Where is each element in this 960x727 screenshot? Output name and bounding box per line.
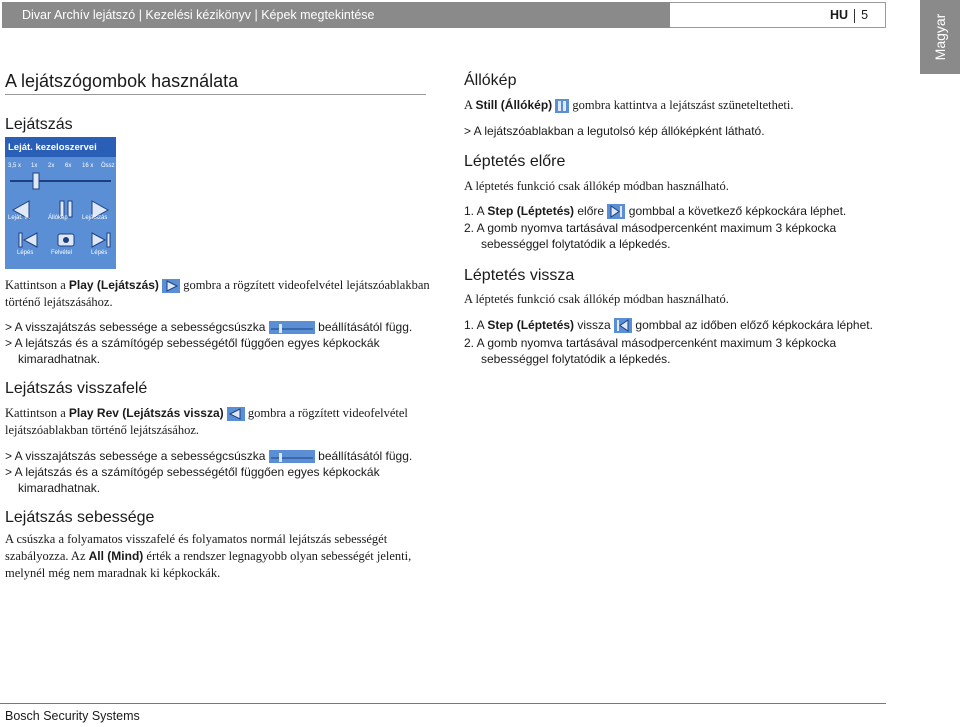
panel-button-label: Lépés (17, 250, 34, 256)
playback-controls-panel (5, 137, 116, 269)
panel-button-label: Állókép (48, 215, 68, 221)
step-back-icon (19, 233, 37, 247)
text: 1. A (464, 318, 488, 332)
header-title: Divar Archív lejátszó | Kezelési kézikönyv | Képek megtekintése (2, 2, 670, 28)
text: szabályozza. Az (5, 549, 89, 563)
main-heading: A lejátszógombok használata (5, 71, 239, 91)
header-page-info (830, 2, 868, 28)
paragraph-step-back: A léptetés funkció csak állókép módban használható. (464, 292, 729, 306)
button-name: Still (Állókép) (475, 98, 553, 112)
speed-tick-label: 2x (48, 163, 55, 169)
list-item (464, 203, 884, 219)
speed-slider-icon (269, 450, 315, 463)
section-heading-step-back: Léptetés vissza (464, 267, 575, 284)
language-tab-label: Magyar (932, 13, 948, 61)
section-heading-speed: Lejátszás sebessége (5, 509, 155, 526)
text: sebességgel folytatódik a lépkedés. (481, 352, 671, 366)
button-name: Play (Lejátszás) (68, 278, 159, 292)
page-number: 5 (861, 8, 869, 22)
text: gombra a rögzített videofelvétel (247, 406, 408, 420)
bullet-speed (5, 319, 430, 335)
panel-button-label: Lépés (91, 250, 108, 256)
text: > A visszajátszás sebessége a sebességcsúszka (5, 449, 266, 463)
divider (854, 9, 855, 23)
panel-button-label: Lejátszás (82, 215, 108, 221)
text: > A lejátszás és a számítógép sebességétől függően egyes képkockák (5, 465, 380, 479)
bullet-still: > A lejátszóablakban a legutolsó kép állóképként látható. (464, 124, 765, 138)
language-side-tab (920, 0, 960, 74)
footer-company: Bosch Security Systems (5, 709, 140, 723)
pause-icon (555, 99, 569, 113)
text: 2. A gomb nyomva tartásával másodpercenként maximum 3 képkocka (464, 221, 837, 235)
record-icon (58, 234, 74, 246)
text: gombra kattintva a lejátszást szüneteltetheti. (572, 98, 794, 112)
text: gombbal az időben előző képkockára léphet. (635, 318, 873, 332)
section-heading-playback: Lejátszás (5, 116, 73, 133)
button-name: Step (Léptetés) (487, 204, 575, 218)
button-name: Step (Léptetés) (487, 318, 575, 332)
text: kimaradhatnak. (18, 481, 101, 495)
speed-tick-label: 1x (31, 163, 38, 169)
list-item (464, 335, 884, 367)
play-reverse-icon (227, 407, 245, 421)
text: melynél még nem maradnak ki képkockák. (5, 566, 221, 580)
speed-tick-label: 16 x (82, 163, 94, 169)
text: érték a rendszer legnagyobb olyan sebességét jelenti, (143, 549, 412, 563)
panel-title: Leját. kezeloszervei (5, 137, 116, 157)
text: 2. A gomb nyomva tartásával másodpercenként maximum 3 képkocka (464, 336, 837, 350)
text: előre (574, 204, 605, 218)
speed-slider-icon (269, 321, 315, 334)
section-heading-still: Állókép (464, 72, 517, 89)
step-forward-icon (92, 233, 110, 247)
text: vissza (574, 318, 611, 332)
setting-name: All (Mind) (88, 549, 144, 563)
text: gombbal a következő képkockára léphet. (628, 204, 847, 218)
step-forward-icon (607, 204, 625, 219)
text: 1. A (464, 204, 488, 218)
step-back-icon (614, 318, 632, 333)
button-name: Play Rev (Lejátszás vissza) (68, 406, 224, 420)
speed-tick-label: 3,5 x (8, 163, 22, 169)
paragraph-step-forward: A léptetés funkció csak állókép módban használható. (464, 179, 729, 193)
list-item (464, 317, 884, 333)
text: > A visszajátszás sebessége a sebességcsúszka (5, 320, 266, 334)
text: beállításától függ. (318, 320, 413, 334)
footer-rule (0, 703, 886, 704)
speed-tick-label: 6x (65, 163, 72, 169)
bullet-frames (5, 464, 430, 496)
panel-button-label: Felvétel (51, 250, 73, 256)
heading-rule (5, 94, 426, 95)
list-item (464, 220, 884, 252)
text: lejátszóablakban történő lejátszásához. (5, 423, 200, 437)
section-heading-step-forward: Léptetés előre (464, 153, 566, 170)
bullet-speed (5, 448, 430, 464)
text: sebességgel folytatódik a lépkedés. (481, 237, 671, 251)
text: beállításától függ. (318, 449, 413, 463)
text: A csúszka a folyamatos visszafelé és folyamatos normál lejátszás sebességét (5, 532, 388, 546)
section-heading-reverse: Lejátszás visszafelé (5, 380, 148, 397)
text: Kattintson a (5, 406, 69, 420)
text: > A lejátszás és a számítógép sebességétől függően egyes képkockák (5, 336, 380, 350)
text: A (464, 98, 476, 112)
paragraph-play-reverse (5, 405, 430, 439)
panel-button-label: Leját. vi. (8, 215, 31, 221)
language-code: HU (830, 8, 849, 22)
bullet-frames (5, 335, 430, 367)
text: gombra a rögzített videofelvétel lejátszóablakban (183, 278, 430, 292)
paragraph-speed (5, 531, 430, 582)
text: történő lejátszásához. (5, 295, 113, 309)
play-icon (162, 279, 180, 293)
paragraph-play (5, 277, 430, 311)
paragraph-still (464, 97, 884, 114)
text: kimaradhatnak. (18, 352, 101, 366)
text: Kattintson a (5, 278, 69, 292)
speed-tick-label: Össz (101, 163, 115, 169)
